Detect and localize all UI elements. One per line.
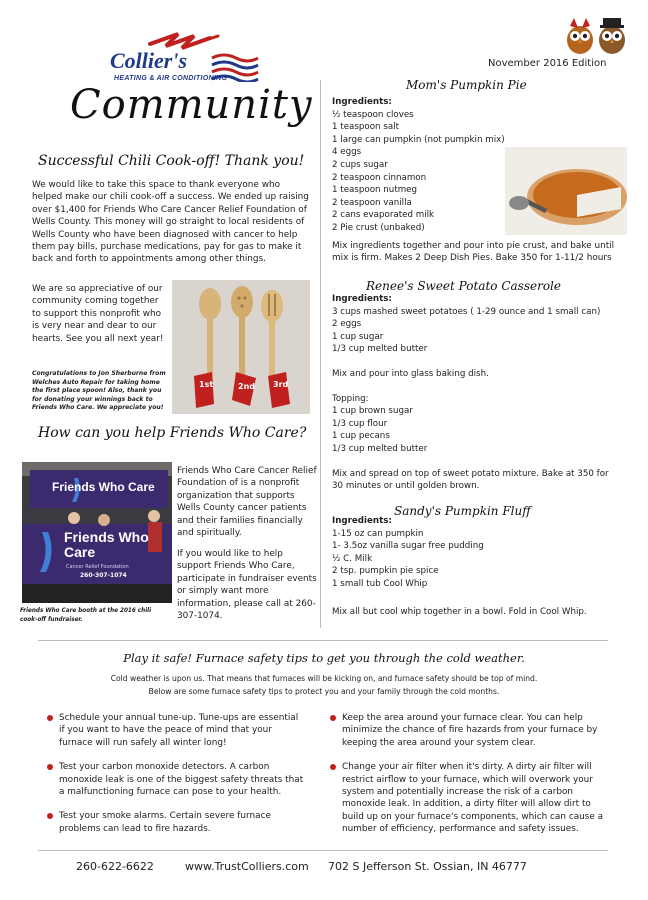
casserole-ingredients-label: Ingredients:	[332, 294, 392, 304]
fluff-instructions: Mix all but cool whip together in a bowl. Fold in Cool Whip.	[332, 606, 587, 617]
footer-address: 702 S Jefferson St. Ossian, IN 46777	[328, 860, 527, 873]
fluff-ingredient: ½ C. Milk	[332, 553, 373, 564]
logo[interactable]	[70, 30, 313, 135]
pie-ingredient: 4 eggs	[332, 147, 362, 158]
ribbon-tag-1: 1st	[199, 380, 214, 389]
casserole-ingredient: 1 cup sugar	[332, 331, 384, 342]
pie-ingredient: 2 teaspoon vanilla	[332, 197, 412, 208]
fluff-ingredient: 1 small tub Cool Whip	[332, 578, 428, 589]
casserole-ingredient: 3 cups mashed sweet potatoes ( 1-29 ounce and 1 small can)	[332, 306, 601, 317]
ribbon-tag-3: 3rd	[273, 380, 289, 389]
safety-title: Play it safe! Furnace safety tips to get you through the cold weather.	[123, 651, 525, 665]
spoons-photo	[172, 280, 310, 414]
fluff-ingredients-label: Ingredients:	[332, 516, 392, 526]
fluff-block	[332, 515, 622, 621]
pie-ingredient: 1 teaspoon nutmeg	[332, 185, 418, 196]
casserole-topping: 1/3 cup flour	[332, 418, 388, 429]
wooden-spoons-image	[172, 280, 310, 414]
safety-tip: Test your carbon monoxide detectors. A carbon monoxide leak is one of the biggest safety threats that a malfunctioning furnace can pose to your health.	[47, 761, 305, 798]
pumpkin-pie-image	[505, 147, 627, 235]
safety-tip: Keep the area around your furnace clear. You can help minimize the chance of fire hazards from your furnace by keeping the area around your system clear.	[330, 712, 614, 749]
casserole-ingredient: 2 eggs	[332, 319, 362, 330]
safety-tip: Change your air filter when it's dirty. A dirty air filter will restrict airflow to your furnace, which will overwork your system and potentially increase the risk of a carbon monoxide leak. In addition, a dirty filter will allow dirt to build up on your furnace's components, which can cause a number of efficiency, performance and safety issues.	[330, 761, 614, 835]
chili-paragraph-1: We would like to take this space to thank everyone who helped make our chili cook-off a success. We ended up raising over $1,400 for Friends Who Care Cancer Relief Foundation of Wells County. This money will go straight to local residents of Wells County who have been diagnosed with cancer to help them pay bills, purchase medications, pay for gas to make it back and forth to appointments among other things.	[32, 180, 309, 265]
safety-tips-right	[330, 712, 614, 848]
owl-icon	[564, 14, 628, 56]
pie-ingredients-label: Ingredients:	[332, 97, 392, 107]
safety-tip: Schedule your annual tune-up. Tune-ups are essential if you want to have the peace of mind that your furnace will run safely all winter long!	[47, 712, 305, 749]
booth-photo	[22, 462, 172, 603]
safety-intro-2: Below are some furnace safety tips to protect you and your family through the cold months.	[148, 687, 500, 696]
casserole-topping: 1 cup pecans	[332, 431, 390, 442]
fluff-ingredient: 1-15 oz can pumpkin	[332, 528, 424, 539]
owls-illustration	[564, 14, 628, 56]
casserole-step-1: Mix and pour into glass baking dish.	[332, 368, 489, 379]
casserole-title: Renee's Sweet Potato Casserole	[366, 279, 561, 293]
chili-congrats: Congratulations to Jon Sherburne from Welches Auto Repair for taking home the first place spoon! Also, thank you for donating your winnings back to Friends Who Care. We appreciate you!	[32, 370, 166, 411]
pie-ingredient: 2 teaspoon cinnamon	[332, 172, 427, 183]
logo-brand: Collier's	[110, 48, 188, 73]
friends-paragraph-2: If you would like to help support Friends Who Care, participate in fundraiser events or simply want more information, please call at 260-307-1074.	[177, 549, 317, 622]
edition-label: November 2016 Edition	[488, 58, 607, 69]
pie-ingredient: 2 cups sugar	[332, 159, 388, 170]
friends-paragraph-1: Friends Who Care Cancer Relief Foundation of is a nonprofit organization that supports Wells County cancer patients and their families financially and spiritually.	[177, 466, 317, 539]
footer-website[interactable]: www.TrustColliers.com	[185, 860, 309, 873]
logo-word: Community	[70, 82, 313, 128]
pie-ingredient: 1 large can pumpkin (not pumpkin mix)	[332, 134, 505, 145]
safety-intro-1: Cold weather is upon us. That means that furnaces will be kicking on, and furnace safety should be top of mind.	[110, 674, 538, 683]
footer-divider	[38, 850, 608, 851]
fluff-ingredient: 2 tsp. pumpkin pie spice	[332, 566, 439, 577]
pie-instructions: Mix ingredients together and pour into pie crust, and bake until mix is firm. Makes 2 Deep Dish Pies. Bake 350 for 1-11/2 hours	[332, 241, 615, 264]
friends-caption: Friends Who Care booth at the 2016 chili cook-off fundraiser.	[20, 608, 152, 623]
casserole-ingredient: 1/3 cup melted butter	[332, 344, 428, 355]
fluff-title: Sandy's Pumpkin Fluff	[394, 504, 531, 518]
fluff-ingredient: 1- 3.5oz vanilla sugar free pudding	[332, 541, 484, 552]
safety-divider-top	[38, 640, 608, 641]
booth-banner-sub: Cancer Relief Foundation	[66, 564, 129, 570]
casserole-block	[332, 293, 622, 493]
ribbon-tag-2: 2nd	[238, 382, 255, 391]
casserole-topping-label: Topping:	[332, 393, 369, 404]
chili-title: Successful Chili Cook-off! Thank you!	[38, 153, 305, 169]
casserole-topping: 1 cup brown sugar	[332, 406, 413, 417]
friends-title: How can you help Friends Who Care?	[38, 425, 307, 441]
safety-tip: Test your smoke alarms. Certain severe furnace problems can lead to fire hazards.	[47, 810, 305, 835]
footer-phone[interactable]: 260-622-6622	[76, 860, 154, 873]
booth-banner-top: Friends Who Care	[52, 480, 155, 494]
pie-ingredient: ½ teaspoon cloves	[332, 109, 414, 120]
pie-ingredients	[332, 96, 512, 235]
logo-tagline: HEATING & AIR CONDITIONING	[114, 75, 228, 82]
pie-ingredient: 1 teaspoon salt	[332, 122, 399, 133]
pie-ingredient: 2 cans evaporated milk	[332, 210, 435, 221]
booth-banner-bottom: Friends Who Care	[64, 529, 149, 560]
casserole-topping: 1/3 cup melted butter	[332, 443, 428, 454]
casserole-step-2: Mix and spread on top of sweet potato mixture. Bake at 350 for 30 minutes or until golden brown.	[332, 468, 609, 492]
pie-ingredient: 2 Pie crust (unbaked)	[332, 222, 425, 233]
booth-banner-phone: 260-307-1074	[80, 572, 127, 579]
chili-paragraph-2: We are so appreciative of our community coming together to support this nonprofit who is very near and dear to our hearts. See you all next year!	[32, 284, 164, 344]
pie-title: Mom's Pumpkin Pie	[406, 78, 527, 92]
safety-tips-left	[47, 712, 305, 847]
column-divider	[320, 80, 321, 628]
pie-photo	[505, 147, 627, 235]
